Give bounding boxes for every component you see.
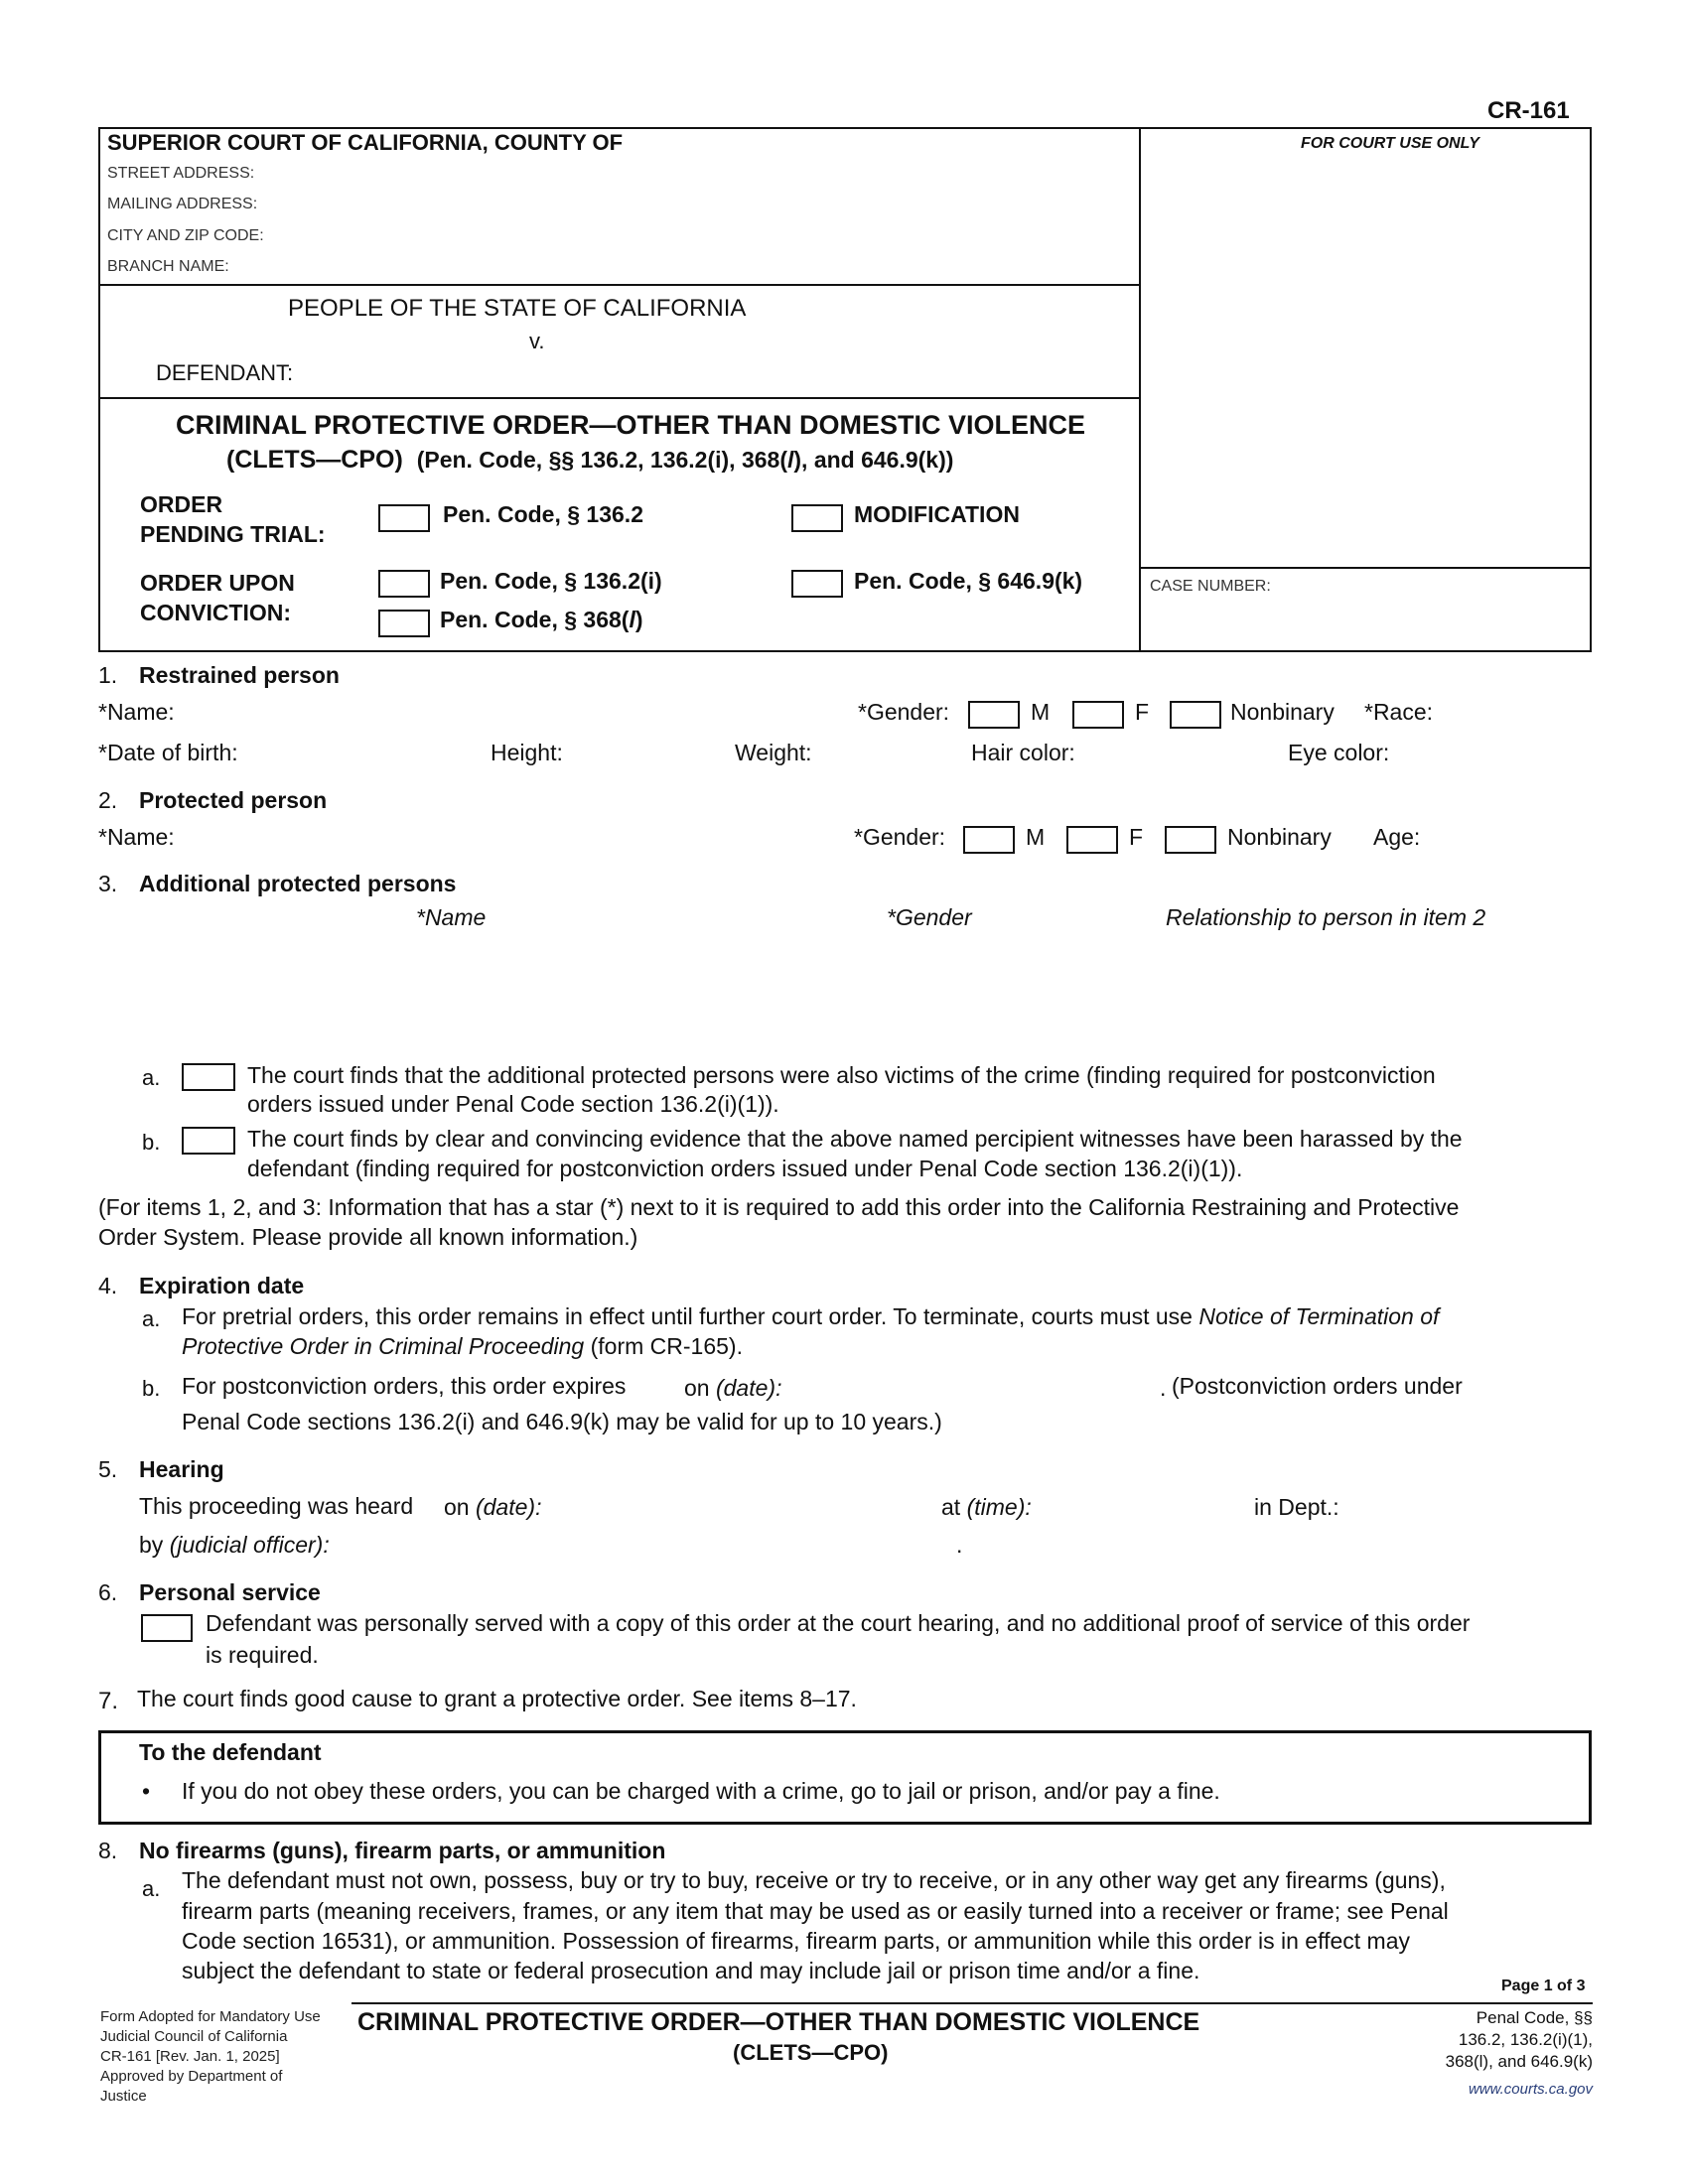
mailing-address-label: MAILING ADDRESS: [107, 196, 258, 212]
header-border-left [98, 127, 100, 652]
item2-title: Protected person [139, 787, 328, 813]
item7-number: 7. [98, 1688, 119, 1714]
item1-gender-f-label: F [1135, 699, 1150, 725]
item1-height-label: Height: [491, 740, 563, 765]
item4b-text-2: Penal Code sections 136.2(i) and 646.9(k) may be valid for up to 10 years.) [182, 1409, 942, 1434]
item2-name-label: *Name: [98, 824, 175, 850]
item6-text-1: Defendant was personally served with a copy of this order at the court hearing, and no additional proof of service of this order [206, 1610, 1471, 1636]
item8a-line-1: The defendant must not own, possess, buy or try to buy, receive or try to receive, or in any other way get any firearms (guns), [182, 1867, 1446, 1893]
item2-age-label: Age: [1373, 824, 1421, 850]
item4b-dot: . [1160, 1375, 1167, 1401]
item5-title: Hearing [139, 1456, 224, 1482]
item3b-text-2: defendant (finding required for postconviction orders issued under Penal Code section 136.2(i)(1)). [247, 1156, 1243, 1181]
item8a-line-4: subject the defendant to state or federal prosecution and may include jail or prison time and/or a fine. [182, 1958, 1200, 1983]
item4a-label: a. [142, 1306, 161, 1331]
order-conviction-label-2: CONVICTION: [140, 600, 292, 625]
pen-136-2-label: Pen. Code, § 136.2 [443, 501, 643, 527]
item4b-label: b. [142, 1376, 161, 1401]
item1-number: 1. [98, 662, 118, 688]
item3a-text-2: orders issued under Penal Code section 136.2(i)(1)). [247, 1091, 779, 1117]
order-pending-label-2: PENDING TRIAL: [140, 521, 326, 547]
item1-weight-label: Weight: [735, 740, 812, 765]
items-note-1: (For items 1, 2, and 3: Information that has a star (*) next to it is required to add this order into the California Restraining and Protective [98, 1194, 1460, 1220]
item8a-line-3: Code section 16531), or ammunition. Possession of firearms, firearm parts, or ammunition while this order is in effect may [182, 1928, 1410, 1954]
header-border-top [98, 127, 1592, 129]
header-divider-caption [98, 397, 1140, 399]
item8a-label: a. [142, 1876, 161, 1901]
people-caption: PEOPLE OF THE STATE OF CALIFORNIA [288, 295, 747, 322]
item1-gender-f-checkbox[interactable] [1072, 701, 1124, 729]
street-address-label: STREET ADDRESS: [107, 165, 255, 182]
notice-text: If you do not obey these orders, you can be charged with a crime, go to jail or prison, and/or pay a fine. [182, 1778, 1220, 1804]
order-conviction-label-1: ORDER UPON [140, 570, 295, 596]
item5-time-label: at (time): [941, 1494, 1032, 1520]
item1-race-label: *Race: [1364, 699, 1434, 725]
court-use-label: FOR COURT USE ONLY [1301, 135, 1479, 152]
form-title-line2: (CLETS—CPO) (Pen. Code, §§ 136.2, 136.2(i), 368(l), and 646.9(k)) [226, 446, 954, 474]
page-number: Page 1 of 3 [1501, 1978, 1586, 1994]
item3a-text-1: The court finds that the additional protected persons were also victims of the crime (finding required for postconviction [247, 1062, 1436, 1088]
item5-number: 5. [98, 1456, 118, 1482]
item3-number: 3. [98, 871, 118, 896]
item1-gender-m-label: M [1031, 699, 1051, 725]
header-divider-case [1139, 567, 1592, 569]
order-pending-label-1: ORDER [140, 491, 223, 517]
item1-gender-nonbinary-label: Nonbinary [1230, 699, 1335, 725]
header-border-bottom [98, 650, 1592, 652]
item6-checkbox[interactable] [141, 1614, 193, 1642]
pen-136-2-checkbox[interactable] [378, 504, 430, 532]
item2-gender-label: *Gender: [854, 824, 946, 850]
item2-gender-nonbinary-checkbox[interactable] [1165, 826, 1216, 854]
item3-col-name: *Name [416, 904, 487, 930]
footer-title-2: (CLETS—CPO) [733, 2040, 889, 2065]
item6-title: Personal service [139, 1579, 321, 1605]
footer-codes: Penal Code, §§ 136.2, 136.2(i)(1), 368(l), and 646.9(k) [1445, 2008, 1593, 2071]
item5-dept-label: in Dept.: [1254, 1494, 1339, 1520]
pen-368-l-checkbox[interactable] [378, 610, 430, 637]
pen-136-2-i-checkbox[interactable] [378, 570, 430, 598]
branch-name-label: BRANCH NAME: [107, 258, 229, 275]
item8-title: No firearms (guns), firearm parts, or ammunition [139, 1838, 666, 1863]
item3-col-relationship: Relationship to person in item 2 [1166, 904, 1486, 930]
item2-number: 2. [98, 787, 118, 813]
item7-text: The court finds good cause to grant a protective order. See items 8–17. [137, 1686, 857, 1711]
case-number-label: CASE NUMBER: [1150, 578, 1271, 595]
court-title: SUPERIOR COURT OF CALIFORNIA, COUNTY OF [107, 130, 624, 155]
pen-136-2-i-label: Pen. Code, § 136.2(i) [440, 568, 662, 594]
item4b-text-1: For postconviction orders, this order expires [182, 1373, 627, 1399]
footer-adopted: Form Adopted for Mandatory Use Judicial Council of California CR-161 [Rev. Jan. 1, 2025] Approved by Department of Justice [100, 2008, 321, 2105]
item5-date-label: on (date): [444, 1494, 542, 1520]
item6-number: 6. [98, 1579, 118, 1605]
footer-title-1: CRIMINAL PROTECTIVE ORDER—OTHER THAN DOMESTIC VIOLENCE [357, 2008, 1200, 2036]
item2-gender-f-label: F [1129, 824, 1144, 850]
item8-number: 8. [98, 1838, 118, 1863]
modification-checkbox[interactable] [791, 504, 843, 532]
item4-number: 4. [98, 1273, 118, 1298]
item3b-text-1: The court finds by clear and convincing evidence that the above named percipient witnesses have been harassed by the [247, 1126, 1463, 1152]
item4b-date-label: on (date): [684, 1375, 782, 1401]
footer-rule [352, 2002, 1593, 2004]
item1-dob-label: *Date of birth: [98, 740, 238, 765]
versus-label: v. [529, 329, 545, 353]
defendant-label: DEFENDANT: [156, 360, 294, 385]
form-title: CRIMINAL PROTECTIVE ORDER—OTHER THAN DOMESTIC VIOLENCE [176, 410, 1086, 440]
notice-bullet: • [142, 1778, 151, 1804]
item1-eye-label: Eye color: [1288, 740, 1390, 765]
item1-gender-nonbinary-checkbox[interactable] [1170, 701, 1221, 729]
pen-646-9-k-label: Pen. Code, § 646.9(k) [854, 568, 1083, 594]
item3b-label: b. [142, 1130, 161, 1155]
item3b-checkbox[interactable] [182, 1127, 235, 1155]
item1-hair-label: Hair color: [971, 740, 1075, 765]
item1-name-label: *Name: [98, 699, 175, 725]
city-zip-label: CITY AND ZIP CODE: [107, 227, 264, 244]
item5-dot: . [956, 1532, 963, 1558]
modification-label: MODIFICATION [854, 501, 1020, 527]
footer-website-link[interactable]: www.courts.ca.gov [1468, 2081, 1593, 2098]
item3a-checkbox[interactable] [182, 1063, 235, 1091]
header-divider-court [98, 284, 1140, 286]
item4a-text-1: For pretrial orders, this order remains in effect until further court order. To terminate, courts must use Notice of Termination of [182, 1303, 1440, 1329]
item3a-label: a. [142, 1065, 161, 1090]
item3-col-gender: *Gender [887, 904, 972, 930]
notice-title: To the defendant [139, 1739, 322, 1765]
item4-title: Expiration date [139, 1273, 305, 1298]
item5-heard-label: This proceeding was heard [139, 1493, 414, 1519]
item3-title: Additional protected persons [139, 871, 457, 896]
header-border-right [1590, 127, 1592, 652]
header-divider-vertical [1139, 127, 1141, 652]
item6-text-2: is required. [206, 1642, 319, 1668]
item5-officer-label: by (judicial officer): [139, 1532, 330, 1558]
items-note-2: Order System. Please provide all known information.) [98, 1224, 638, 1250]
pen-368-l-label: Pen. Code, § 368(l) [440, 607, 643, 632]
item4b-text-1-end: (Postconviction orders under [1172, 1373, 1463, 1399]
item1-title: Restrained person [139, 662, 340, 688]
item2-gender-f-checkbox[interactable] [1066, 826, 1118, 854]
item1-gender-label: *Gender: [858, 699, 950, 725]
pen-646-9-k-checkbox[interactable] [791, 570, 843, 598]
item1-gender-m-checkbox[interactable] [968, 701, 1020, 729]
form-id: CR-161 [1487, 97, 1570, 124]
item2-gender-m-checkbox[interactable] [963, 826, 1015, 854]
item8a-line-2: firearm parts (meaning receivers, frames, or any item that may be used as or easily turned into a receiver or frame; see Penal [182, 1898, 1449, 1924]
item4a-text-2: Protective Order in Criminal Proceeding (form CR-165). [182, 1333, 743, 1359]
item2-gender-nonbinary-label: Nonbinary [1227, 824, 1332, 850]
item2-gender-m-label: M [1026, 824, 1046, 850]
